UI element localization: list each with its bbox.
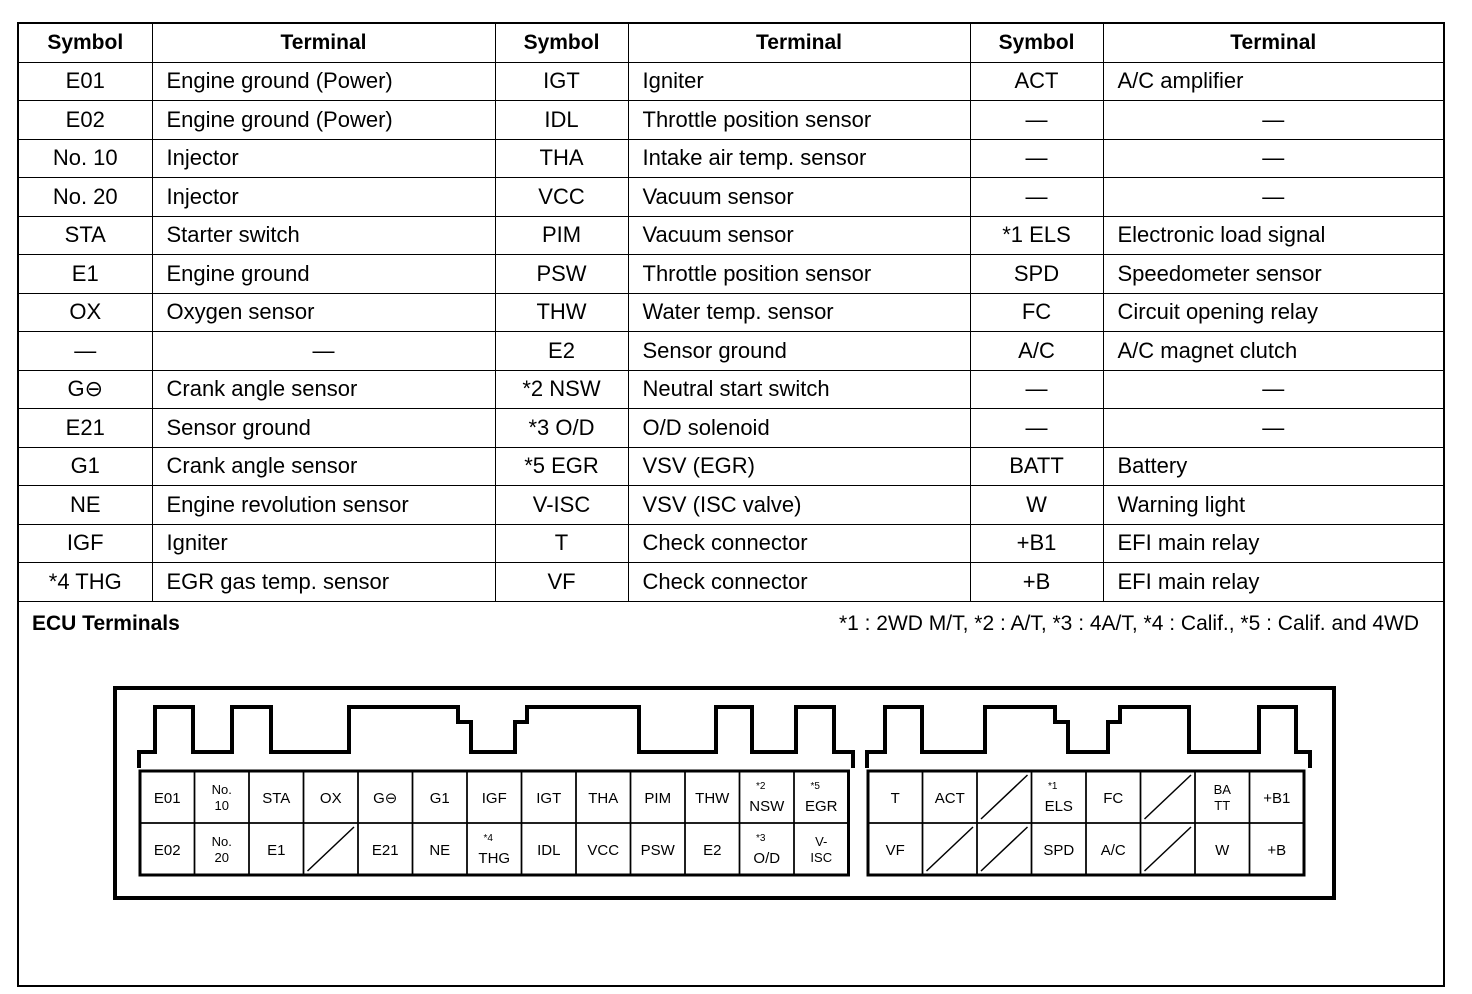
pin-label: No. <box>211 834 232 849</box>
cell-terminal: Igniter <box>152 524 495 563</box>
cell-terminal: A/C magnet clutch <box>1103 332 1443 371</box>
cell-terminal: Starter switch <box>152 216 495 255</box>
cell-terminal: Electronic load signal <box>1103 216 1443 255</box>
cell-symbol: IGF <box>19 524 152 563</box>
pin-label: No. <box>211 782 232 797</box>
pin-label: G⊖ <box>373 790 398 807</box>
cell-terminal: Water temp. sensor <box>628 293 970 332</box>
cell-terminal: Intake air temp. sensor <box>628 139 970 178</box>
cell-symbol: SPD <box>970 255 1103 294</box>
pin-label: THG <box>478 850 511 867</box>
pin-label: TT <box>1214 798 1231 813</box>
cell-symbol: +B <box>970 563 1103 602</box>
cell-terminal: A/C amplifier <box>1103 62 1443 101</box>
cell-symbol: *3 O/D <box>495 409 628 448</box>
pin-label: 10 <box>214 798 229 813</box>
cell-terminal: Warning light <box>1103 486 1443 525</box>
cell-symbol: E01 <box>19 62 152 101</box>
pin-label: VCC <box>587 842 620 859</box>
pin-footnote-mark: *1 <box>1048 781 1058 792</box>
cell-terminal: Engine ground (Power) <box>152 62 495 101</box>
cell-symbol: +B1 <box>970 524 1103 563</box>
cell-terminal: EFI main relay <box>1103 524 1443 563</box>
pin-label: E02 <box>153 842 181 859</box>
pin-footnote-mark: *4 <box>483 833 493 844</box>
unused-pin-slash <box>927 827 974 871</box>
cell-terminal: Neutral start switch <box>628 370 970 409</box>
column-header-symbol: Symbol <box>970 24 1103 62</box>
cell-symbol: *1 ELS <box>970 216 1103 255</box>
pin-label: ELS <box>1044 798 1073 815</box>
cell-symbol: *4 THG <box>19 563 152 602</box>
cell-symbol: PSW <box>495 255 628 294</box>
cell-symbol: E02 <box>19 101 152 140</box>
pin-label: THA <box>588 790 619 807</box>
pin-cell <box>195 823 250 875</box>
cell-terminal: VSV (ISC valve) <box>628 486 970 525</box>
pin-cell <box>467 823 522 875</box>
cell-symbol: — <box>970 139 1103 178</box>
cell-symbol: IDL <box>495 101 628 140</box>
cell-terminal: Speedometer sensor <box>1103 255 1443 294</box>
cell-terminal: Crank angle sensor <box>152 370 495 409</box>
right-connector-pin-grid <box>868 771 1304 875</box>
cell-terminal: Battery <box>1103 447 1443 486</box>
cell-terminal: Sensor ground <box>628 332 970 371</box>
pin-label: SPD <box>1043 842 1075 859</box>
cell-symbol: *5 EGR <box>495 447 628 486</box>
cell-symbol: — <box>19 332 152 371</box>
column-header-symbol: Symbol <box>19 24 152 62</box>
cell-terminal: Circuit opening relay <box>1103 293 1443 332</box>
cell-symbol: THW <box>495 293 628 332</box>
cell-terminal: EGR gas temp. sensor <box>152 563 495 602</box>
pin-label: +B <box>1267 842 1287 859</box>
pin-label: VF <box>885 842 905 859</box>
pin-label: E1 <box>267 842 286 859</box>
pin-label: EGR <box>804 798 838 815</box>
pin-label: IDL <box>537 842 561 859</box>
right-connector-outline <box>867 707 1310 768</box>
cell-symbol: E1 <box>19 255 152 294</box>
cell-symbol: — <box>970 101 1103 140</box>
pin-label: T <box>890 790 900 807</box>
cell-terminal: Throttle position sensor <box>628 255 970 294</box>
pin-cell <box>195 771 250 823</box>
cell-terminal: Injector <box>152 139 495 178</box>
column-header-terminal: Terminal <box>628 24 970 62</box>
pin-cell <box>740 771 795 823</box>
pin-label: IGF <box>481 790 507 807</box>
cell-symbol: FC <box>970 293 1103 332</box>
cell-symbol: IGT <box>495 62 628 101</box>
ecu-terminals-caption: ECU Terminals <box>32 612 180 635</box>
cell-terminal: Vacuum sensor <box>628 178 970 217</box>
pin-label: 20 <box>214 850 229 865</box>
cell-terminal: Igniter <box>628 62 970 101</box>
pin-footnote-mark: *5 <box>810 781 820 792</box>
pin-label: V- <box>815 834 828 849</box>
cell-symbol: — <box>970 178 1103 217</box>
cell-symbol: No. 20 <box>19 178 152 217</box>
cell-symbol: — <box>970 370 1103 409</box>
cell-terminal: Engine revolution sensor <box>152 486 495 525</box>
cell-symbol: VF <box>495 563 628 602</box>
cell-symbol: A/C <box>970 332 1103 371</box>
column-header-terminal: Terminal <box>152 24 495 62</box>
cell-symbol: V-ISC <box>495 486 628 525</box>
left-connector-pin-grid <box>140 771 849 875</box>
cell-symbol: G⊖ <box>19 370 152 409</box>
pin-label: FC <box>1103 790 1124 807</box>
cell-symbol: T <box>495 524 628 563</box>
pin-label: G1 <box>429 790 450 807</box>
pin-label: A/C <box>1100 842 1126 859</box>
cell-terminal: Engine ground <box>152 255 495 294</box>
left-connector-outline <box>139 707 853 768</box>
cell-symbol: E21 <box>19 409 152 448</box>
pin-cell <box>794 823 849 875</box>
cell-terminal: — <box>1103 409 1443 448</box>
cell-terminal: Crank angle sensor <box>152 447 495 486</box>
cell-symbol: BATT <box>970 447 1103 486</box>
pin-label: W <box>1215 842 1230 859</box>
pin-footnote-mark: *2 <box>756 781 766 792</box>
cell-symbol: STA <box>19 216 152 255</box>
unused-pin-slash <box>1145 775 1192 819</box>
cell-symbol: VCC <box>495 178 628 217</box>
cell-symbol: No. 10 <box>19 139 152 178</box>
pin-label: O/D <box>753 850 781 867</box>
cell-terminal: — <box>1103 139 1443 178</box>
cell-symbol: E2 <box>495 332 628 371</box>
pin-label: NE <box>429 842 451 859</box>
pin-cell <box>794 771 849 823</box>
pin-label: OX <box>319 790 342 807</box>
pin-cell <box>740 823 795 875</box>
cell-terminal: Engine ground (Power) <box>152 101 495 140</box>
column-header-symbol: Symbol <box>495 24 628 62</box>
pin-label: E21 <box>371 842 399 859</box>
pin-cell <box>1032 771 1087 823</box>
unused-pin-slash <box>308 827 355 871</box>
cell-terminal: — <box>1103 178 1443 217</box>
cell-terminal: Sensor ground <box>152 409 495 448</box>
cell-terminal: O/D solenoid <box>628 409 970 448</box>
cell-terminal: EFI main relay <box>1103 563 1443 602</box>
cell-terminal: — <box>1103 101 1443 140</box>
pin-label: ISC <box>810 850 833 865</box>
cell-terminal: Check connector <box>628 563 970 602</box>
pin-label: NSW <box>749 798 785 815</box>
cell-terminal: Oxygen sensor <box>152 293 495 332</box>
cell-terminal: VSV (EGR) <box>628 447 970 486</box>
cell-terminal: Throttle position sensor <box>628 101 970 140</box>
pin-label: STA <box>262 790 291 807</box>
left-connector-key-notch <box>458 707 527 722</box>
cell-symbol: W <box>970 486 1103 525</box>
cell-symbol: THA <box>495 139 628 178</box>
cell-symbol: PIM <box>495 216 628 255</box>
cell-terminal: — <box>152 332 495 371</box>
footnotes: *1 : 2WD M/T, *2 : A/T, *3 : 4A/T, *4 : Calif., *5 : Calif. and 4WD <box>838 612 1419 635</box>
cell-symbol: *2 NSW <box>495 370 628 409</box>
cell-symbol: — <box>970 409 1103 448</box>
cell-terminal: Check connector <box>628 524 970 563</box>
pin-cell <box>1195 771 1250 823</box>
unused-pin-slash <box>981 827 1028 871</box>
pin-label: PIM <box>644 790 672 807</box>
cell-symbol: G1 <box>19 447 152 486</box>
pin-label: THW <box>695 790 730 807</box>
pin-label: +B1 <box>1263 790 1291 807</box>
unused-pin-slash <box>981 775 1028 819</box>
pin-label: ACT <box>934 790 965 807</box>
cell-symbol: NE <box>19 486 152 525</box>
unused-pin-slash <box>1145 827 1192 871</box>
pin-label: PSW <box>640 842 675 859</box>
pin-footnote-mark: *3 <box>756 833 766 844</box>
cell-symbol: ACT <box>970 62 1103 101</box>
column-header-terminal: Terminal <box>1103 24 1443 62</box>
pin-label: IGT <box>536 790 562 807</box>
cell-terminal: Vacuum sensor <box>628 216 970 255</box>
pin-label: BA <box>1213 782 1231 797</box>
cell-terminal: — <box>1103 370 1443 409</box>
pin-label: E01 <box>153 790 181 807</box>
cell-symbol: OX <box>19 293 152 332</box>
pin-label: E2 <box>703 842 722 859</box>
cell-terminal: Injector <box>152 178 495 217</box>
